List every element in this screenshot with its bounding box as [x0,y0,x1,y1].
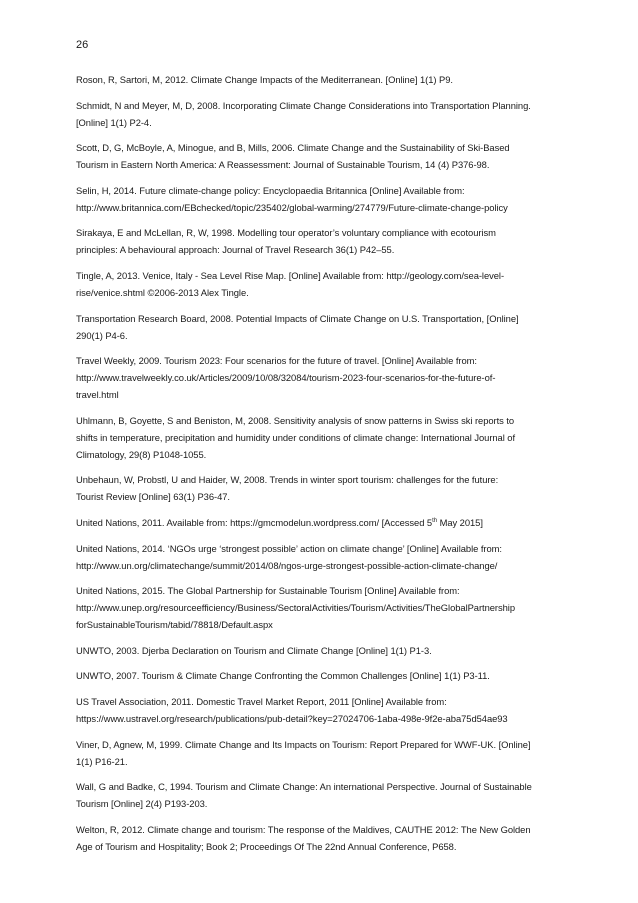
reference-entry [76,352,560,403]
reference-entry [76,642,560,659]
reference-line: Tourism in Eastern North America: A Reassessment: Journal of Sustainable Tourism, 14 (4) P376-98. [76,159,490,171]
reference-text: May 2015] [437,516,483,528]
reference-line [76,514,560,531]
reference-line: Age of Tourism and Hospitality; Book 2; Proceedings Of The 22nd Annual Conference, P658. [76,840,457,852]
reference-entry [76,471,560,505]
ordinal-superscript: th [432,517,438,524]
reference-line: 1(1) P16-21. [76,755,128,767]
reference-line: principles: A behavioural approach: Journal of Travel Research 36(1) P42–55. [76,244,395,256]
reference-line: [Online] 1(1) P2-4. [76,116,152,128]
reference-entry [76,736,560,770]
reference-entry [76,97,560,131]
reference-line: forSustainableTourism/tabid/78818/Default.aspx [76,619,273,631]
reference-line: Tourism [Online] 2(4) P193-203. [76,798,208,810]
reference-line: http://www.un.org/climatechange/summit/2014/08/ngos-urge-strongest-possible-action-climate-change/ [76,559,498,571]
reference-line: Viner, D, Agnew, M, 1999. Climate Change and Its Impacts on Tourism: Report Prepared for WWF-UK. [Online] [76,738,531,750]
reference-line: Travel Weekly, 2009. Tourism 2023: Four scenarios for the future of travel. [Online] Available from: [76,355,477,367]
reference-line: Transportation Research Board, 2008. Potential Impacts of Climate Change on U.S. Transportation, [Online] [76,312,519,324]
reference-line: http://www.britannica.com/EBchecked/topic/235402/global-warming/274779/Future-climate-change-policy [76,201,508,213]
reference-line: United Nations, 2015. The Global Partnership for Sustainable Tourism [Online] Available from: [76,585,460,597]
reference-line: UNWTO, 2003. Djerba Declaration on Tourism and Climate Change [Online] 1(1) P1-3. [76,644,432,656]
reference-line: US Travel Association, 2011. Domestic Travel Market Report, 2011 [Online] Available from: [76,695,447,707]
reference-entry [76,310,560,344]
reference-entry [76,224,560,258]
reference-entry [76,582,560,633]
reference-entry [76,693,560,727]
reference-entry [76,821,560,855]
reference-line: rise/venice.shtml ©2006-2013 Alex Tingle. [76,286,249,298]
reference-line: Wall, G and Badke, C, 1994. Tourism and Climate Change: An international Perspective. Journal of Sustainable [76,781,532,793]
reference-entry [76,778,560,812]
reference-line: https://www.ustravel.org/research/publications/pub-detail?key=27024706-1aba-498e-9f2e-aba75d54ae93 [76,712,508,724]
reference-line: Sirakaya, E and McLellan, R, W, 1998. Modelling tour operator’s voluntary compliance with ecotourism [76,227,496,239]
reference-line: 290(1) P4-6. [76,329,128,341]
reference-entry [76,667,560,684]
reference-line: shifts in temperature, precipitation and humidity under conditions of climate change: International Journal of [76,431,516,443]
reference-entry [76,267,560,301]
reference-line: Uhlmann, B, Goyette, S and Beniston, M, 2008. Sensitivity analysis of snow patterns in Swiss ski reports to [76,414,515,426]
reference-entry [76,514,560,531]
reference-line: Welton, R, 2012. Climate change and tourism: The response of the Maldives, CAUTHE 2012: The New Golden [76,823,531,835]
reference-line: Tourist Review [Online] 63(1) P36-47. [76,491,230,503]
reference-entry [76,139,560,173]
reference-entry [76,540,560,574]
reference-entry [76,412,560,463]
reference-line: http://www.travelweekly.co.uk/Articles/2009/10/08/32084/tourism-2023-four-scenarios-for-the-future-of- [76,372,496,384]
reference-line: http://www.unep.org/resourceefficiency/Business/SectoralActivities/Tourism/Activities/TheGlobalPartnership [76,602,515,614]
reference-line: Selin, H, 2014. Future climate-change policy: Encyclopaedia Britannica [Online] Available from: [76,184,465,196]
reference-line: Unbehaun, W, Probstl, U and Haider, W, 2008. Trends in winter sport tourism: challenges for the future: [76,474,499,486]
reference-line: United Nations, 2014. ‘NGOs urge ‘strongest possible’ action on climate change’ [Online] Available from: [76,542,502,554]
reference-list [76,71,560,863]
reference-line: Schmidt, N and Meyer, M, D, 2008. Incorporating Climate Change Considerations into Transportation Planning. [76,99,531,111]
reference-entry [76,182,560,216]
reference-text: United Nations, 2011. Available from: https://gmcmodelun.wordpress.com/ [Accessed 5 [76,516,433,528]
reference-entry [76,71,560,88]
reference-line: travel.html [76,389,119,401]
reference-line: Climatology, 29(8) P1048-1055. [76,448,207,460]
reference-line: Roson, R, Sartori, M, 2012. Climate Change Impacts of the Mediterranean. [Online] 1(1) P9. [76,74,453,85]
page-number: 26 [76,39,89,51]
reference-line: UNWTO, 2007. Tourism & Climate Change Confronting the Common Challenges [Online] 1(1) P3-11. [76,670,490,682]
reference-line: Scott, D, G, McBoyle, A, Minogue, and B, Mills, 2006. Climate Change and the Sustainability of Ski-Based [76,142,510,154]
reference-line: Tingle, A, 2013. Venice, Italy - Sea Level Rise Map. [Online] Available from: http://geology.com/sea-level- [76,269,505,281]
